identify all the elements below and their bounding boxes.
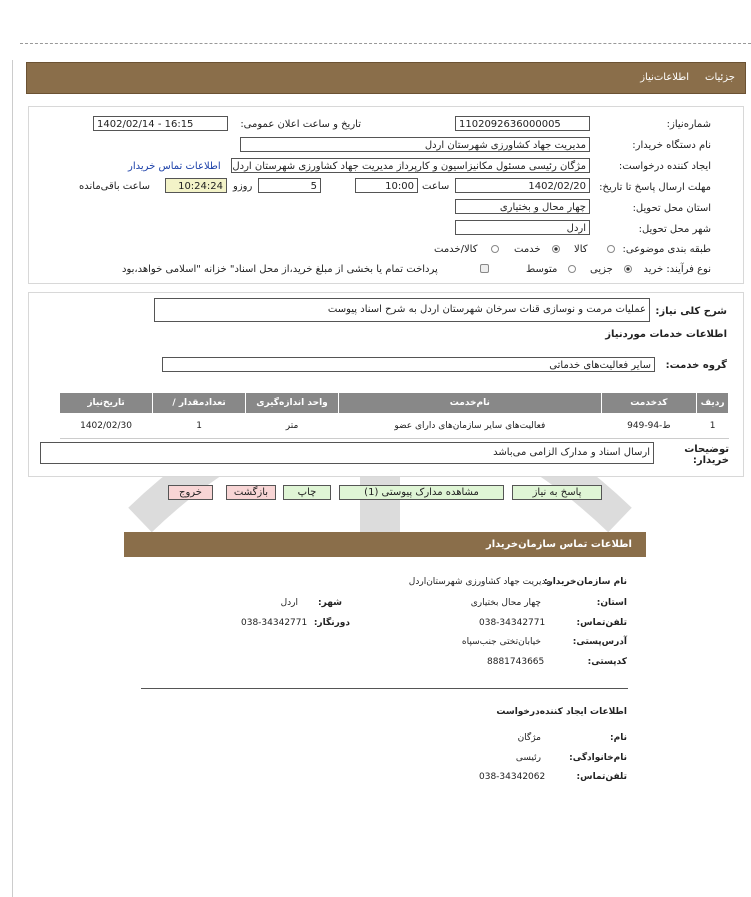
cell-service-name: فعالیت‌های سایر سازمان‌های دارای عضو xyxy=(339,414,602,439)
remaining-time-field: 10:24:24 xyxy=(165,178,227,193)
buyer-field: مدیریت جهاد کشاورزی شهرستان اردل xyxy=(240,137,590,152)
postal-label: کدپستی: xyxy=(587,657,627,667)
tab-need-info[interactable]: اطلاعات‌نیاز xyxy=(640,72,689,83)
notes-field: ارسال اسناد و مدارک الزامی می‌باشد xyxy=(40,442,654,464)
fax-label: دورنگار: xyxy=(313,618,350,628)
summary-field: عملیات مرمت و نوسازی قنات سرخان شهرستان اردل به شرح اسناد پیوست xyxy=(154,298,650,322)
table-row xyxy=(60,414,729,439)
radio-medium[interactable] xyxy=(568,265,576,273)
address-label: آدرس‌پستی: xyxy=(572,637,627,647)
proc-small-label: جزیی xyxy=(590,264,613,275)
creator-label: ایجاد کننده درخواست: xyxy=(618,161,711,172)
contact-title: اطلاعات تماس سازمان‌خریدار xyxy=(485,539,632,550)
contact-province-value: چهار محال بختیاری xyxy=(470,598,541,608)
contact-header xyxy=(124,532,646,557)
tab-details[interactable]: جزئیات xyxy=(705,72,735,83)
city-field: اردل xyxy=(455,220,590,235)
radio-goods-service[interactable] xyxy=(491,245,499,253)
attachments-button[interactable]: مشاهده مدارک پیوستی (1) xyxy=(339,485,504,500)
cat-goods-service-label: کالا/خدمت xyxy=(434,244,478,255)
summary-label: شرح کلی نیاز: xyxy=(655,306,727,317)
creator-family-label: نام‌خانوادگی: xyxy=(569,753,627,763)
creator-field: مژگان رئیسی مسئول مکانیزاسیون و کارپرداز مدیریت جهاد کشاورزی شهرستان اردل xyxy=(231,158,590,173)
need-number-label: شماره‌نیاز: xyxy=(666,119,711,130)
province-field: چهار محال و بختیاری xyxy=(455,199,590,214)
contact-divider xyxy=(141,688,628,689)
col-unit: واحد اندازه‌گیری xyxy=(246,393,339,414)
services-table xyxy=(59,392,729,439)
radio-small[interactable] xyxy=(624,265,632,273)
need-form-panel xyxy=(28,106,744,284)
payment-note: پرداخت تمام یا بخشی از مبلغ خرید،از محل اسناد" خزانه "اسلامی خواهد،بود xyxy=(122,264,438,275)
city-label: شهر محل تحویل: xyxy=(638,224,711,235)
announce-field: 1402/02/14 - 16:15 xyxy=(93,116,228,131)
days-field: 5 xyxy=(258,178,321,193)
creator-phone-value: 038-34342062 xyxy=(479,772,546,782)
print-button[interactable]: چاپ xyxy=(283,485,331,500)
address-value: خیابان‌تختی جنب‌سپاه xyxy=(461,637,541,647)
need-number-field: 1102092636000005 xyxy=(455,116,590,131)
creator-info-title: اطلاعات ایجاد کننده‌درخواست xyxy=(496,707,627,717)
cat-goods-label: کالا xyxy=(574,244,588,255)
treasury-checkbox[interactable] xyxy=(480,264,489,273)
province-label: استان محل تحویل: xyxy=(632,203,711,214)
deadline-label: مهلت ارسال پاسخ تا تاریخ: xyxy=(599,182,711,193)
table-header-row xyxy=(60,393,729,414)
org-label: نام سازمان‌خریدار: xyxy=(543,577,627,587)
deadline-time-label: ساعت xyxy=(422,181,450,192)
exit-button[interactable]: خروج xyxy=(168,485,213,500)
services-title: اطلاعات خدمات موردنیاز xyxy=(605,329,727,340)
group-field: سایر فعالیت‌های خدماتی xyxy=(162,357,655,372)
deadline-time-field: 10:00 xyxy=(355,178,418,193)
creator-phone-label: تلفن‌تماس: xyxy=(576,772,627,782)
contact-city-value: اردل xyxy=(280,598,298,608)
left-border xyxy=(12,60,13,897)
radio-service[interactable] xyxy=(552,245,560,253)
cell-service-code: ط-94-949 xyxy=(601,414,697,439)
creator-name-label: نام: xyxy=(610,733,627,743)
page-header xyxy=(26,62,746,94)
category-label: طبقه بندی موضوعی: xyxy=(622,244,711,255)
notes-label: توضیحات خریدار: xyxy=(684,444,729,466)
remaining-label: ساعت باقی‌مانده xyxy=(79,181,151,192)
creator-family-value: رئیسی xyxy=(515,753,541,763)
fax-value: 038-34342771 xyxy=(241,618,308,628)
contact-province-label: استان: xyxy=(596,598,627,608)
buyer-contact-link[interactable]: اطلاعات تماس خریدار xyxy=(128,161,221,172)
group-label: گروه خدمت: xyxy=(665,360,727,371)
cell-unit: متر xyxy=(246,414,339,439)
cell-qty: 1 xyxy=(153,414,246,439)
contact-city-label: شهر: xyxy=(318,598,342,608)
col-date: تاریخ‌نیاز xyxy=(60,393,153,414)
top-divider xyxy=(20,43,751,44)
cell-date: 1402/02/30 xyxy=(60,414,153,439)
col-service-name: نام‌خدمت xyxy=(339,393,602,414)
col-row: ردیف xyxy=(697,393,729,414)
radio-goods[interactable] xyxy=(607,245,615,253)
cat-service-label: خدمت xyxy=(514,244,541,255)
process-label: نوع فرآیند: خرید xyxy=(643,264,711,275)
back-button[interactable]: بازگشت xyxy=(226,485,276,500)
phone-label: تلفن‌تماس: xyxy=(576,618,627,628)
proc-medium-label: متوسط xyxy=(526,264,558,275)
announce-label: تاریخ و ساعت اعلان عمومی: xyxy=(240,119,361,130)
col-qty: / تعدادمقدار xyxy=(153,393,246,414)
reply-button[interactable]: پاسخ به نیاز xyxy=(512,485,602,500)
deadline-date-field: 1402/02/20 xyxy=(455,178,590,193)
postal-value: 8881743665 xyxy=(487,657,545,667)
phone-value: 038-34342771 xyxy=(479,618,546,628)
col-service-code: کدخدمت xyxy=(601,393,697,414)
cell-row: 1 xyxy=(697,414,729,439)
buyer-label: نام دستگاه خریدار: xyxy=(632,140,711,151)
org-value: مدیریت جهاد کشاورزی شهرستان‌اردل xyxy=(408,577,551,587)
creator-name-value: مژگان xyxy=(517,733,541,743)
days-label: روزو xyxy=(233,181,253,192)
